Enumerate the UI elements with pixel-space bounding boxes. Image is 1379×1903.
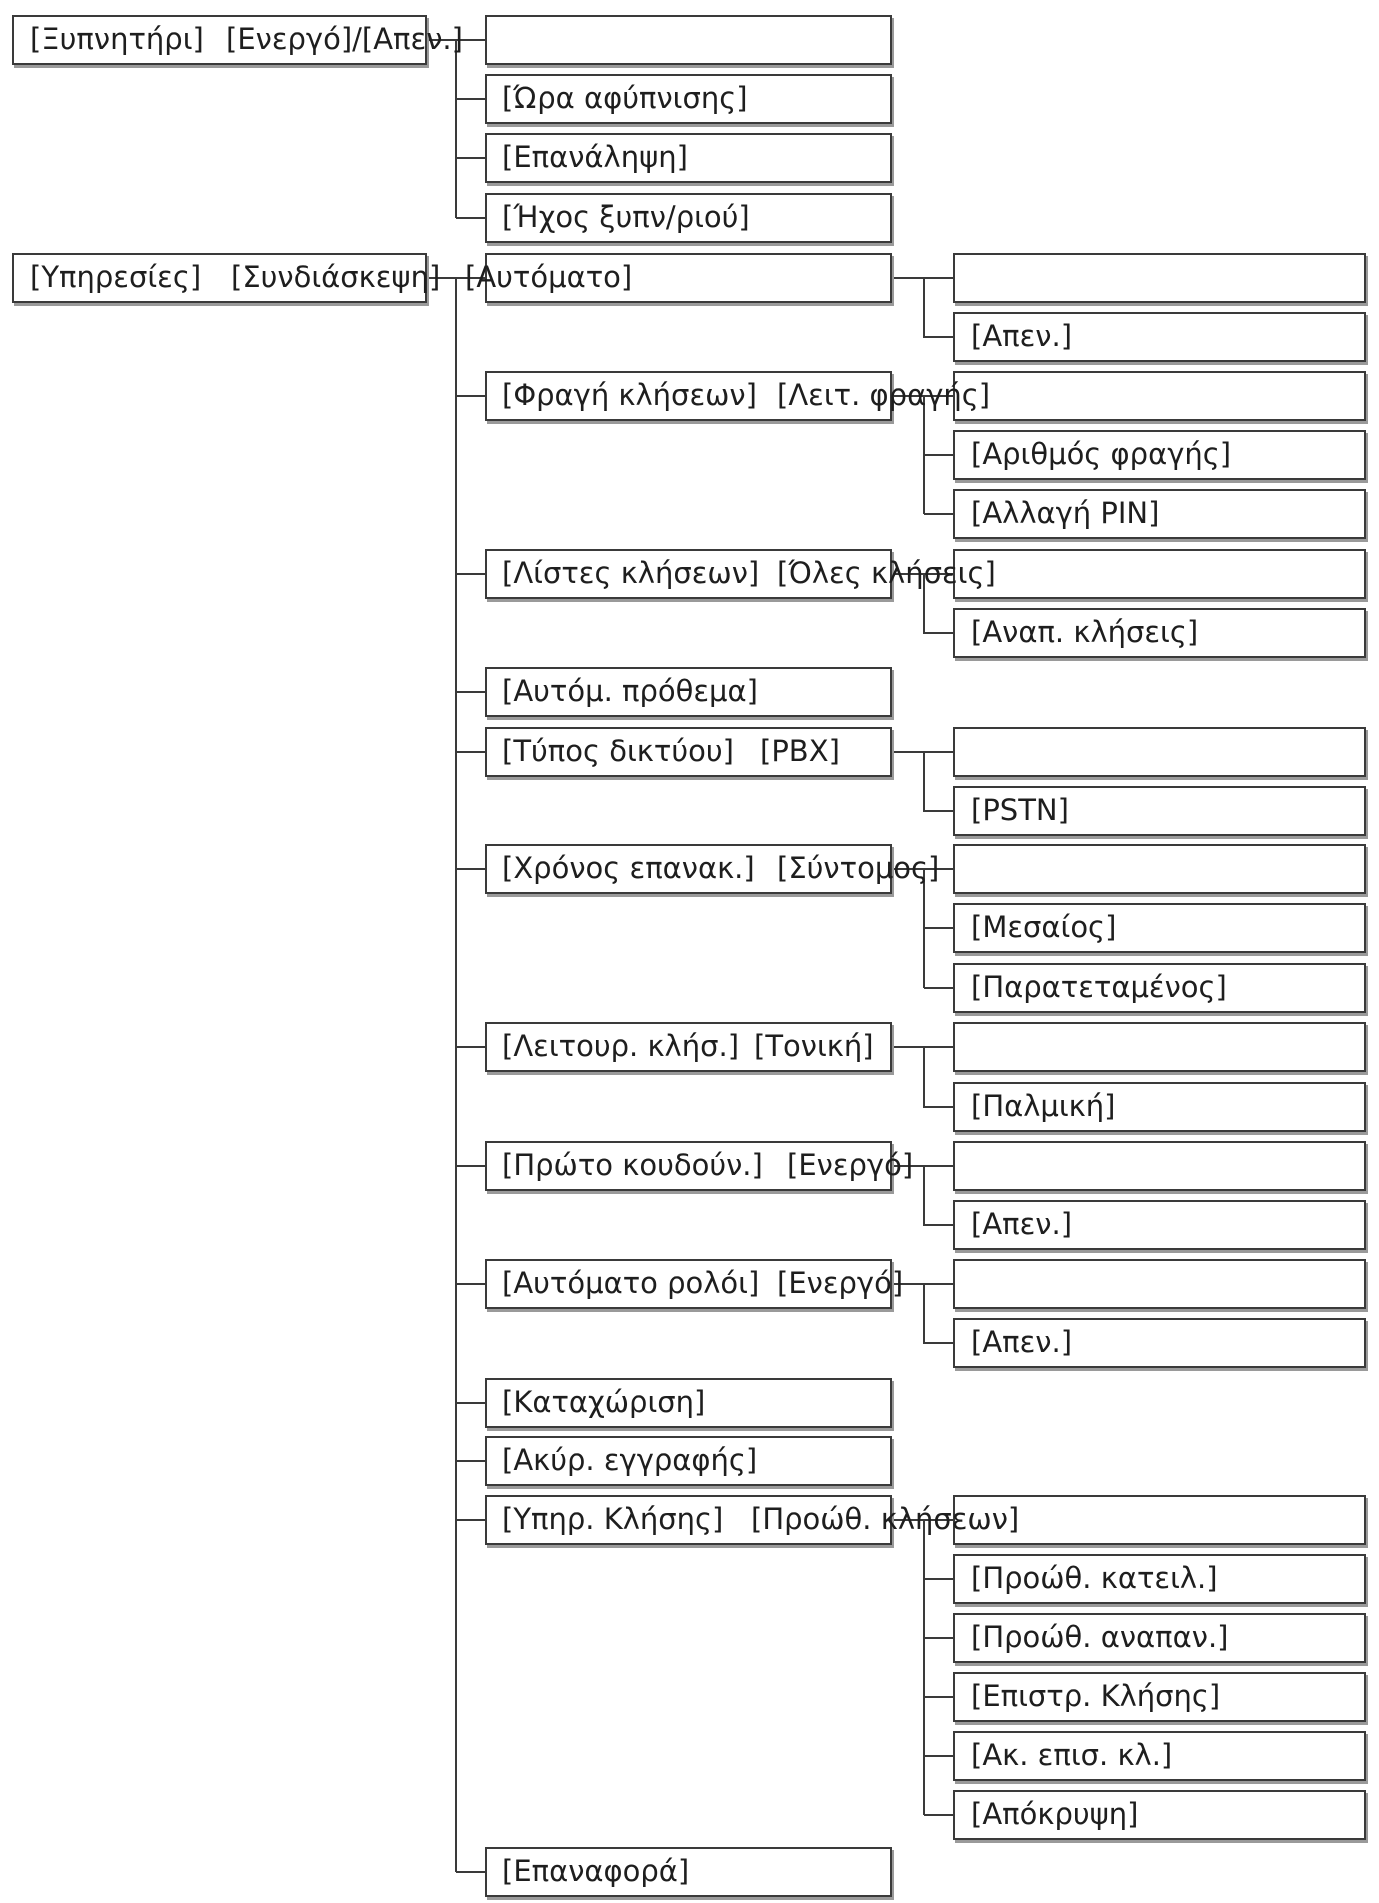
barring-number-label: [Αριθμός φραγής] (971, 437, 1232, 471)
auto-prefix-label: [Αυτόμ. πρόθεμα] (502, 674, 758, 708)
alarm-repeat-label: [Επανάληψη] (502, 140, 688, 174)
dial-mode-label: [Λειτουρ. κλήσ.] (502, 1029, 740, 1063)
auto-clock-off-label: [Απεν.] (971, 1325, 1073, 1359)
forward-busy-label: [Προώθ. κατειλ.] (971, 1561, 1218, 1595)
pstn-label: [PSTN] (971, 793, 1069, 827)
registration-label: [Καταχώριση] (502, 1385, 706, 1419)
call-forward-label: [Προώθ. κλήσεων] (751, 1502, 1020, 1536)
auto-clock-on-label: [Ενεργό] (777, 1266, 904, 1300)
long-label: [Παρατεταμένος] (971, 970, 1227, 1004)
tone-box (953, 1022, 1366, 1072)
hide-id-label: [Απόκρυψη] (971, 1797, 1139, 1831)
pulse-label: [Παλμική] (971, 1089, 1116, 1123)
short-box (953, 844, 1366, 894)
conference-label: [Συνδιάσκεψη] (231, 260, 441, 294)
cancel-callback-label: [Ακ. επισ. κλ.] (971, 1738, 1173, 1772)
call-back-label: [Επιστρ. Κλήσης] (971, 1679, 1221, 1713)
change-pin-label: [Αλλαγή PIN] (971, 496, 1160, 530)
first-ring-off-label: [Απεν.] (971, 1207, 1073, 1241)
pbx-label: [PBX] (760, 734, 840, 768)
services-label: [Υπηρεσίες] (30, 260, 202, 294)
alarm-time-label: [Ώρα αφύπνισης] (502, 81, 748, 115)
alarm-onoff-box (485, 15, 892, 65)
conf-auto-label: [Αυτόματο] (465, 260, 633, 294)
all-calls-box (953, 549, 1366, 599)
pbx-box (953, 727, 1366, 777)
alarm-onoff-label: [Ενεργό]/[Απεν.] (226, 22, 463, 56)
first-ring-label: [Πρώτο κουδούν.] (502, 1148, 763, 1182)
conf-auto-box (953, 253, 1366, 303)
alarm-tone-label: [Ήχος ξυπν/ριού] (502, 200, 750, 234)
tone-label: [Τονική] (754, 1029, 874, 1063)
forward-no-answer-label: [Προώθ. αναπαν.] (971, 1620, 1229, 1654)
first-ring-on-box (953, 1141, 1366, 1191)
reset-label: [Επαναφορά] (502, 1854, 690, 1888)
auto-clock-label: [Αυτόματο ρολόι] (502, 1266, 760, 1300)
first-ring-on-label: [Ενεργό] (787, 1148, 914, 1182)
barring-mode-label: [Λειτ. φραγής] (777, 378, 991, 412)
unregister-label: [Ακύρ. εγγραφής] (502, 1443, 758, 1477)
missed-calls-label: [Αναπ. κλήσεις] (971, 615, 1199, 649)
barring-mode-box (953, 371, 1366, 421)
short-label: [Σύντομος] (777, 851, 940, 885)
call-lists-label: [Λίστες κλήσεων] (502, 556, 760, 590)
alarm-label: [Ξυπνητήρι] (30, 22, 204, 56)
network-type-label: [Τύπος δικτύου] (502, 734, 734, 768)
conf-off-label: [Απεν.] (971, 319, 1073, 353)
medium-label: [Μεσαίος] (971, 910, 1117, 944)
auto-clock-on-box (953, 1259, 1366, 1309)
call-barring-label: [Φραγή κλήσεων] (502, 378, 757, 412)
recall-time-label: [Χρόνος επανακ.] (502, 851, 755, 885)
call-services-label: [Υπηρ. Κλήσης] (502, 1502, 724, 1536)
all-calls-label: [Όλες κλήσεις] (777, 556, 996, 590)
